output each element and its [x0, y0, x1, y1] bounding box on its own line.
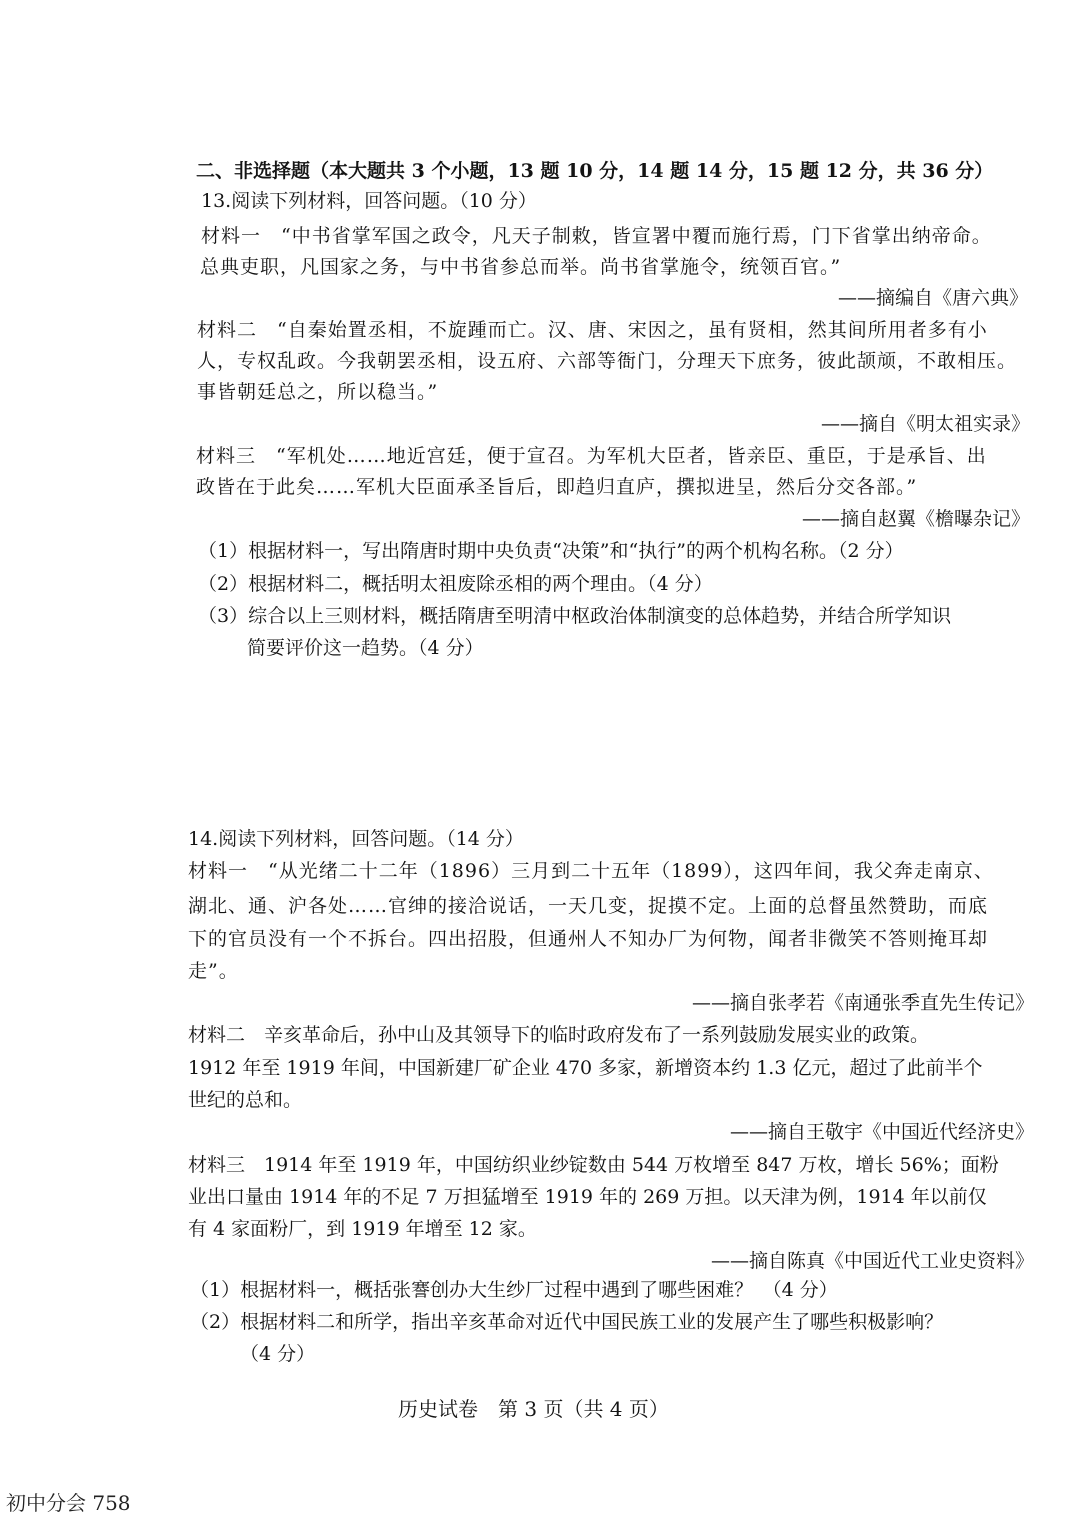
- q13-material1-line2: 总典吏职，凡国家之务，与中书省参总而举。尚书省掌施令，统领百官。”: [200, 256, 842, 278]
- q14-material2-line1: 材料二 辛亥革命后，孙中山及其领导下的临时政府发布了一系列鼓励发展实业的政策。: [188, 1024, 930, 1046]
- q14-material1-line4: 走”。: [188, 960, 239, 982]
- q13-material3-source: ——摘自赵翼《檐曝杂记》: [801, 508, 1030, 530]
- q13-material2-line2: 人，专权乱政。今我朝罢丞相，设五府、六部等衙门，分理天下庶务，彼此颉颃，不敢相压。: [197, 350, 1018, 372]
- q14-material3-line3: 有 4 家面粉厂，到 1919 年增至 12 家。: [188, 1218, 537, 1240]
- q14-material3-line1: 材料三 1914 年至 1919 年，中国纺织业纱锭数由 544 万枚增至 847 万枚，增长 56%；面粉: [188, 1154, 999, 1176]
- q14-material3-line2: 业出口量由 1914 年的不足 7 万担猛增至 1919 年的 269 万担。以天津为例，1914 年以前仅: [188, 1186, 987, 1208]
- q14-subquestion-2-line1: （2）根据材料二和所学，指出辛亥革命对近代中国民族工业的发展产生了哪些积极影响？: [190, 1311, 944, 1333]
- q13-material1-line1: 材料一 “中书省掌军国之政令，凡天子制敕，皆宣署中覆而施行焉，门下省掌出纳帝命。: [201, 225, 992, 247]
- corner-label: 初中分会 758: [6, 1491, 131, 1515]
- q14-title: 14.阅读下列材料，回答问题。（14 分）: [188, 828, 524, 850]
- page-footer: 历史试卷 第 3 页（共 4 页）: [398, 1397, 669, 1421]
- q14-material1-line2: 湖北、通、沪各处……官绅的接洽说话，一天几变，捉摸不定。上面的总督虽然赞助，而底: [188, 895, 989, 917]
- q13-title: 13.阅读下列材料，回答问题。（10 分）: [201, 190, 537, 212]
- q13-material2-source: ——摘自《明太祖实录》: [820, 413, 1030, 435]
- q13-material2-line3: 事皆朝廷总之，所以稳当。”: [197, 381, 439, 403]
- q14-material2-line2: 1912 年至 1919 年间，中国新建厂矿企业 470 多家，新增资本约 1.3 亿元，超过了此前半个: [188, 1057, 983, 1079]
- q14-subquestion-2-line2: （4 分）: [240, 1343, 316, 1365]
- q14-material1-line1: 材料一 “从光绪二十二年（1896）三月到二十五年（1899），这四年间，我父奔走南京、: [188, 860, 994, 882]
- q13-material2-line1: 材料二 “自秦始置丞相，不旋踵而亡。汉、唐、宋因之，虽有贤相，然其间所用者多有小: [197, 319, 988, 341]
- q13-material1-source: ——摘编自《唐六典》: [837, 287, 1028, 309]
- q13-material3-line1: 材料三 “军机处……地近宫廷，便于宣召。为军机大臣者，皆亲臣、重臣，于是承旨、出: [196, 445, 987, 467]
- q14-material1-line3: 下的官员没有一个不拆台。四出招股，但通州人不知办厂为何物，闻者非微笑不答则掩耳却: [188, 928, 989, 950]
- q14-material2-line3: 世纪的总和。: [188, 1089, 303, 1111]
- section-heading: 二、非选择题（本大题共 3 个小题，13 题 10 分，14 题 14 分，15 题 12 分，共 36 分）: [196, 160, 994, 182]
- q14-material3-source: ——摘自陈真《中国近代工业史资料》: [710, 1250, 1034, 1272]
- q13-subquestion-3-line1: （3）综合以上三则材料，概括隋唐至明清中枢政治体制演变的总体趋势，并结合所学知识: [198, 605, 952, 627]
- q14-subquestion-1: （1）根据材料一，概括张謇创办大生纱厂过程中遇到了哪些困难？ （4 分）: [190, 1279, 838, 1301]
- q14-material1-source: ——摘自张孝若《南通张季直先生传记》: [691, 992, 1034, 1014]
- q14-material2-source: ——摘自王敬宇《中国近代经济史》: [729, 1121, 1034, 1143]
- q13-subquestion-3-line2: 简要评价这一趋势。（4 分）: [247, 637, 484, 659]
- q13-material3-line2: 政皆在于此矣……军机大臣面承圣旨后，即趋归直庐，撰拟进呈，然后分交各部。”: [196, 476, 918, 498]
- q13-subquestion-1: （1）根据材料一，写出隋唐时期中央负责“决策”和“执行”的两个机构名称。（2 分）: [198, 540, 904, 562]
- q13-subquestion-2: （2）根据材料二，概括明太祖废除丞相的两个理由。（4 分）: [198, 573, 713, 595]
